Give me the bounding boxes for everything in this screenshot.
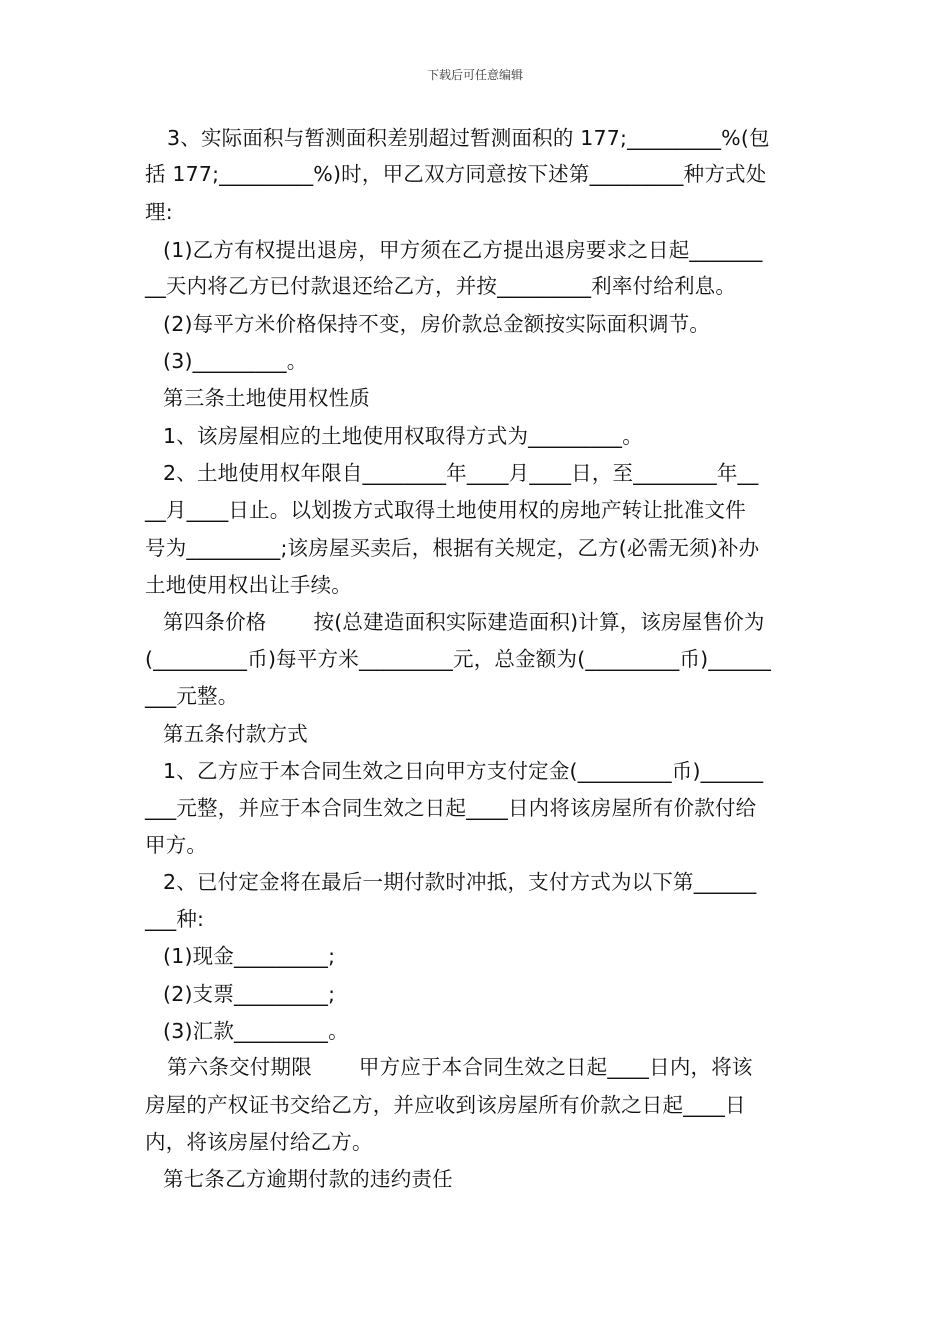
page-header: 下载后可任意编辑 [426, 68, 523, 82]
paragraph-line: (_________币)每平方米_________元，总金额为(_________币)______ [145, 647, 772, 671]
paragraph-line: 2、土地使用权年限自________年____月____日，至________年__ [163, 461, 759, 485]
paragraph-line: 内，将该房屋付给乙方。 [145, 1130, 373, 1154]
paragraph-line: 2、已付定金将在最后一期付款时冲抵，支付方式为以下第______ [163, 870, 757, 894]
paragraph-line: (2)每平方米价格保持不变，房价款总金额按实际面积调节。 [163, 312, 711, 336]
paragraph-line: (3)汇款_________。 [163, 1019, 349, 1043]
paragraph-line: 土地使用权出让手续。 [145, 573, 352, 597]
paragraph-line: (2)支票_________; [163, 982, 336, 1006]
section-heading: 第六条交付期限 甲方应于本合同生效之日起____日内，将该 [167, 1055, 753, 1079]
paragraph-line: (3)_________。 [163, 349, 308, 373]
paragraph-line: 括 177;_________%)时，甲乙双方同意按下述第_________种方式处 [145, 162, 767, 186]
paragraph-line: 甲方。 [145, 833, 208, 857]
paragraph-line: ___元整，并应于本合同生效之日起____日内将该房屋所有价款付给 [145, 796, 757, 820]
paragraph-line: (1)乙方有权提出退房，甲方须在乙方提出退房要求之日起_______ [163, 238, 763, 262]
paragraph-line: 1、乙方应于本合同生效之日向甲方支付定金(_________币)______ [163, 759, 764, 783]
section-heading: 第四条价格 按(总建造面积实际建造面积)计算，该房屋售价为 [163, 610, 765, 634]
section-heading: 第三条土地使用权性质 [163, 386, 370, 410]
paragraph-line: 1、该房屋相应的土地使用权取得方式为_________。 [163, 424, 643, 448]
paragraph-line: 号为_________;该房屋买卖后，根据有关规定，乙方(必需无须)补办 [145, 536, 760, 560]
paragraph-line: 3、实际面积与暂测面积差别超过暂测面积的 177;_________%(包 [167, 126, 770, 150]
paragraph-line: (1)现金_________; [163, 944, 336, 968]
section-heading: 第五条付款方式 [163, 722, 308, 746]
paragraph-line: 房屋的产权证书交给乙方，并应收到该房屋所有价款之日起____日 [145, 1093, 746, 1117]
paragraph-line: ___种: [145, 907, 205, 931]
section-heading: 第七条乙方逾期付款的违约责任 [163, 1167, 453, 1191]
paragraph-line: __月____日止。以划拨方式取得土地使用权的房地产转让批准文件 [145, 498, 746, 522]
paragraph-line: __天内将乙方已付款退还给乙方，并按_________利率付给利息。 [145, 274, 737, 298]
paragraph-line: 理: [145, 200, 173, 224]
paragraph-line: ___元整。 [145, 684, 239, 708]
